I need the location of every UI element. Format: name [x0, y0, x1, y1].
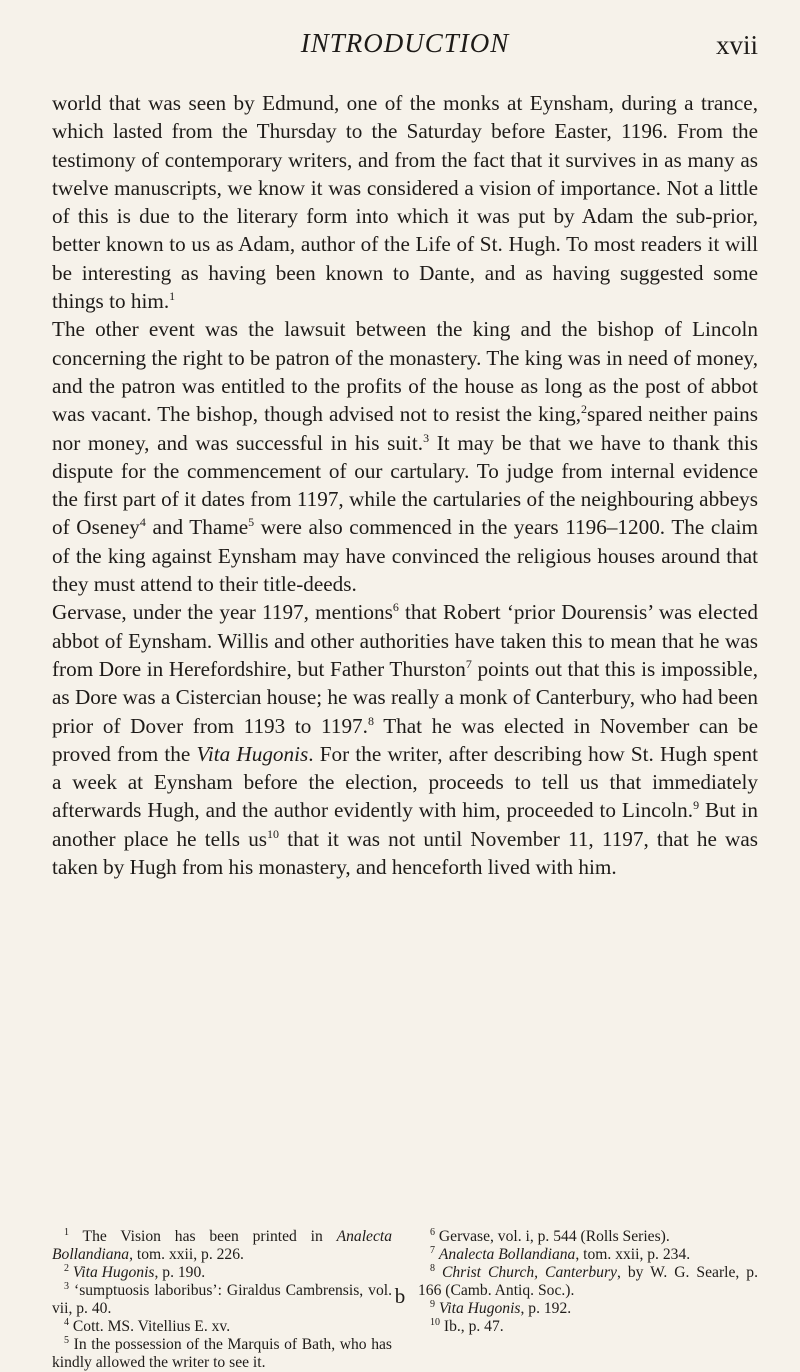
footnote: $^1$ The Vision has been printed in Analecta Bollandiana, tom. xxii, p. 226. [52, 1227, 393, 1263]
page-header [52, 28, 758, 68]
footnote-ref[interactable]: 5 [248, 515, 255, 530]
paragraph: Gervase, under the year 1197, mentions$^6$ that Robert ‘prior Dourensis’ was elected abbot of Eynsham. Willis and other authorities have taken this to mean that he was from Dore in Herefordshire, but Father Thurston$^7$ points out that this is impossible, as Dore was a Cistercian house; he was really a monk of Canterbury, who had been prior of Dover from 1193 to 1197.$^8$ That he was elected in November can be proved from the Vita Hugonis. For the writer, after describing how St. Hugh spent a week at Eynsham before the election, proceeds to tell us that immediately afterwards Hugh, and the author evidently with him, proceeded to Lincoln.$^9$ But in another place he tells $us^{10}$ that it was not until November 11, 1197, that he was taken by Hugh from his monastery, and henceforth lived with him. [52, 600, 758, 880]
footnote-ref[interactable]: 7 [465, 656, 472, 671]
body-text [52, 89, 758, 881]
footnote: $^5$ In the possession of the Marquis of Bath, who has kindly allowed the writer to see it. [52, 1335, 392, 1371]
footnote: $^2$ Vita Hugonis, p. 190. [64, 1263, 206, 1281]
footnote-ref[interactable]: 2 [581, 402, 588, 417]
footnote-ref[interactable]: 1 [169, 289, 176, 304]
footnote-ref[interactable]: 4 [139, 515, 146, 530]
footnote-ref[interactable]: 6 [392, 600, 399, 615]
running-title: INTRODUCTION [300, 28, 510, 58]
footnote-ref[interactable]: 10 [267, 826, 280, 841]
page-number: xvii [715, 30, 758, 60]
footnote: $^{10}$ Ib., p. 47. [430, 1317, 504, 1335]
paragraph: The other event was the lawsuit between the king and the bishop of Lincoln concerning the right to be patron of the monastery. The king was in need of money, and the patron was entitled to the profits of the house as long as the post of abbot was vacant. The bishop, though advised not to resist the king,$^2$spared neither pains nor money, and was successful in his suit.$^3$ It may be that we have to thank this dispute for the commencement of our cartulary. To judge from internal evidence the first part of it dates from 1197, while the cartularies of the neighbouring abbeys of Oseney$^4$ and Thame$^5$ were also commenced in the years 1196–1200. The claim of the king against Eynsham may have convinced the religious houses around that they must attend to their title-deeds. [52, 317, 758, 597]
footnotes-right-column [418, 1228, 758, 1336]
footnote: $^6$ Gervase, vol. i, p. 544 (Rolls Series). [430, 1227, 670, 1245]
signature-mark: b [394, 1284, 406, 1308]
footnote: $^4$ Cott. MS. Vitellius E. xv. [64, 1317, 231, 1335]
footnotes-left-column [52, 1228, 392, 1372]
footnote: $^3$ ‘sumptuosis laboribus’: Giraldus Cambrensis, vol. vii, p. 40. [52, 1281, 392, 1317]
footnote-ref[interactable]: 3 [423, 430, 430, 445]
footnote-ref[interactable]: 9 [693, 798, 700, 813]
footnote: $^7$ Analecta Bollandiana, tom. xxii, p. 234. [430, 1245, 691, 1263]
footnote: $^9$ Vita Hugonis, p. 192. [430, 1299, 572, 1317]
footnote-ref[interactable]: 8 [367, 713, 374, 728]
work-title: Vita Hugonis [196, 741, 309, 766]
paragraph: world that was seen by Edmund, one of the monks at Eynsham, during a trance, which lasted from the Thursday to the Saturday before Easter, 1196. From the testimony of contemporary writers, and from the fact that it survives in as many as twelve manuscripts, we know it was considered a vision of importance. Not a little of this is due to the literary form into which it was put by Adam the sub-prior, better known to us as Adam, author of the Life of St. Hugh. To most readers it will be interesting as having been known to Dante, and as having suggested some things to him.$^1$ [52, 91, 758, 314]
footnote: $^8$ Christ Church, Canterbury, by W. G. Searle, p. 166 (Camb. Antiq. Soc.). [418, 1263, 758, 1299]
